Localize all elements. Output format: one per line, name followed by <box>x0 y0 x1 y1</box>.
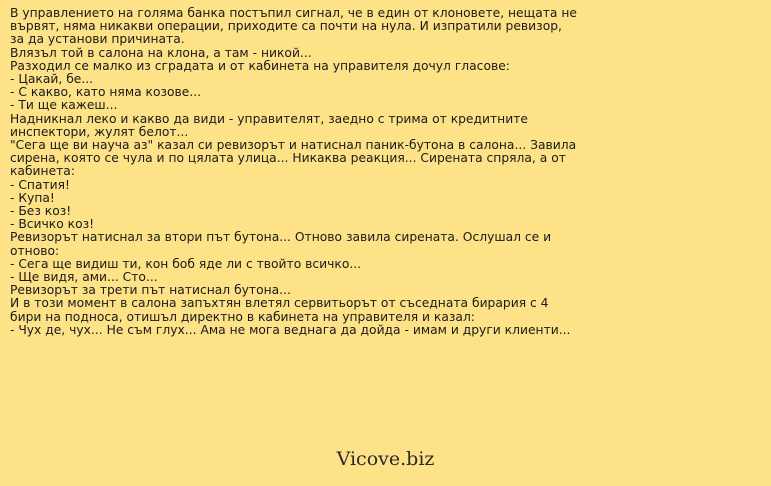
story-line: - Ще видя, ами... Сто... <box>10 270 158 285</box>
story-line: - Цакай, бе... <box>10 72 94 87</box>
story-line: Влязъл той в салона на клона, а там - никой... <box>10 45 312 60</box>
story-line: Ревизорът натиснал за втори път бутона... Отново завила сирената. Ослушал се и отново: <box>10 230 556 258</box>
story-line: Надникнал леко и какво да види - управителят, заедно с трима от кредитните инспектори, жулят белот... <box>10 111 532 139</box>
story-line: - Всичко коз! <box>10 217 95 232</box>
story-line: И в този момент в салона запъхтян влетял сервитьорът от съседната бирария с 4 бири на подноса, отишъл директно в кабинета на управителя и казал: <box>10 296 553 324</box>
story-line: - Чух де, чух... Не съм глух... Ама не мога веднага да дойда - имам и други клиенти... <box>10 322 571 337</box>
story-line: Ревизорът за трети път натиснал бутона... <box>10 283 291 298</box>
story-line: - Купа! <box>10 190 55 205</box>
story-line: - Без коз! <box>10 204 72 219</box>
site-watermark: Vicove.biz <box>336 448 435 470</box>
story-line: - Ти ще кажеш... <box>10 98 118 113</box>
story-line: "Сега ще ви науча аз" казал си ревизорът и натиснал паник-бутона в салона... Завила сирена, която се чула и по цялата улица... Никаква реакция... Сирената спряла, а от кабинета: <box>10 138 581 179</box>
story-line: - С какво, като няма козове... <box>10 85 202 100</box>
story-line: - Спатия! <box>10 177 70 192</box>
joke-text <box>10 6 581 337</box>
story-line: - Сега ще видиш ти, кон боб яде ли с твойто всичко... <box>10 256 362 271</box>
story-line: В управлението на голяма банка постъпил сигнал, че в един от клоновете, нещата не вървят, няма никакви операции, приходите са почти на нула. И изпратили ревизор, за да установи причината. <box>10 6 581 47</box>
story-line: Разходил се малко из сградата и от кабинета на управителя дочул гласове: <box>10 58 510 73</box>
